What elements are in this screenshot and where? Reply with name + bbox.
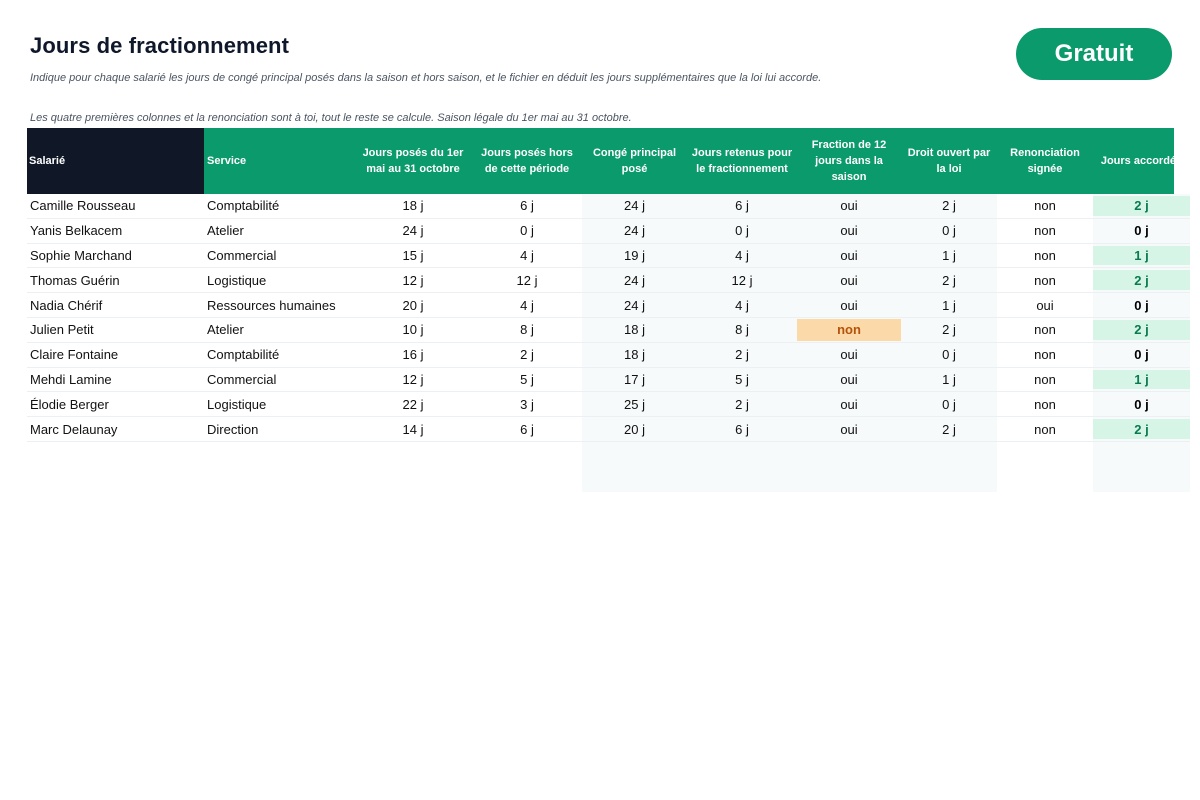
- table-row: [27, 194, 1174, 219]
- cell-jours-accordes: [1093, 268, 1190, 293]
- cell-jours-hors-saison[interactable]: 6 j: [472, 417, 582, 442]
- cell-fraction-12-jours: oui: [797, 343, 901, 368]
- empty-cell: [354, 442, 472, 492]
- cell-service[interactable]: Comptabilité: [204, 343, 354, 368]
- cell-renonciation[interactable]: non: [997, 244, 1093, 269]
- cell-jours-saison[interactable]: 20 j: [354, 293, 472, 318]
- cell-jours-hors-saison[interactable]: 2 j: [472, 343, 582, 368]
- cell-fraction-12-jours: oui: [797, 368, 901, 393]
- cell-jours-hors-saison[interactable]: 0 j: [472, 219, 582, 244]
- cell-conge-principal: 24 j: [582, 219, 687, 244]
- header-jours-hors-saison[interactable]: Jours posés hors de cette période: [481, 147, 573, 175]
- cell-service[interactable]: Comptabilité: [204, 194, 354, 219]
- cell-service[interactable]: Atelier: [204, 219, 354, 244]
- empty-cell: [1093, 442, 1190, 492]
- jours-accordes-value: 2 j: [1093, 270, 1190, 290]
- cell-fraction-12-jours: oui: [797, 392, 901, 417]
- cell-salarie[interactable]: Nadia Chérif: [27, 293, 204, 318]
- cell-droit-ouvert: 0 j: [901, 343, 997, 368]
- table-row: [27, 343, 1174, 368]
- table-row: [27, 417, 1174, 442]
- cell-jours-accordes: [1093, 368, 1190, 393]
- cell-jours-saison[interactable]: 12 j: [354, 268, 472, 293]
- header-conge-principal[interactable]: Congé principal posé: [592, 147, 677, 175]
- cell-renonciation[interactable]: non: [997, 392, 1093, 417]
- cell-renonciation[interactable]: non: [997, 268, 1093, 293]
- cell-jours-saison[interactable]: 15 j: [354, 244, 472, 269]
- jours-accordes-value: 0 j: [1134, 396, 1149, 412]
- cell-salarie[interactable]: Thomas Guérin: [27, 268, 204, 293]
- cell-salarie[interactable]: Marc Delaunay: [27, 417, 204, 442]
- cell-jours-retenus: 4 j: [687, 293, 797, 318]
- cell-jours-accordes: [1093, 392, 1190, 417]
- cell-fraction-12-jours: oui: [797, 293, 901, 318]
- cell-jours-saison[interactable]: 14 j: [354, 417, 472, 442]
- cell-jours-accordes: [1093, 244, 1190, 269]
- cell-droit-ouvert: 2 j: [901, 194, 997, 219]
- table-header-row: [27, 128, 1183, 194]
- cell-jours-retenus: 2 j: [687, 392, 797, 417]
- cell-fraction-12-jours: oui: [797, 219, 901, 244]
- cell-fraction-12-jours: oui: [797, 244, 901, 269]
- table-row: [27, 219, 1174, 244]
- cell-conge-principal: 20 j: [582, 417, 687, 442]
- page-subtitle: Indique pour chaque salarié les jours de congé principal posés dans la saison et hors saison, et le fichier en déduit les jours supplémentaires que la loi lui accorde.: [30, 72, 822, 84]
- header-fraction-12-jours[interactable]: Fraction de 12 jours dans la saison: [811, 139, 887, 183]
- cell-jours-hors-saison[interactable]: 4 j: [472, 293, 582, 318]
- cell-salarie[interactable]: Sophie Marchand: [27, 244, 204, 269]
- cell-renonciation[interactable]: non: [997, 194, 1093, 219]
- cell-salarie[interactable]: Mehdi Lamine: [27, 368, 204, 393]
- table-row: [27, 268, 1174, 293]
- cell-salarie[interactable]: Camille Rousseau: [27, 194, 204, 219]
- cell-fraction-12-jours: oui: [797, 417, 901, 442]
- cell-conge-principal: 17 j: [582, 368, 687, 393]
- cell-service[interactable]: Direction: [204, 417, 354, 442]
- cell-droit-ouvert: 2 j: [901, 268, 997, 293]
- empty-cell: [27, 442, 204, 492]
- cell-jours-retenus: 5 j: [687, 368, 797, 393]
- cell-jours-accordes: [1093, 194, 1190, 219]
- table-row: [27, 392, 1174, 417]
- cell-droit-ouvert: 0 j: [901, 219, 997, 244]
- header-renonciation[interactable]: Renonciation signée: [1010, 147, 1080, 175]
- cell-conge-principal: 18 j: [582, 318, 687, 343]
- cell-renonciation[interactable]: non: [997, 368, 1093, 393]
- cell-salarie[interactable]: Élodie Berger: [27, 392, 204, 417]
- cell-jours-hors-saison[interactable]: 8 j: [472, 318, 582, 343]
- empty-cell: [901, 442, 997, 492]
- cell-jours-saison[interactable]: 18 j: [354, 194, 472, 219]
- cell-conge-principal: 18 j: [582, 343, 687, 368]
- cell-jours-hors-saison[interactable]: 4 j: [472, 244, 582, 269]
- jours-accordes-value: 2 j: [1093, 419, 1190, 439]
- table-row: [27, 293, 1174, 318]
- fractionnement-table: [27, 128, 1183, 492]
- cell-jours-hors-saison[interactable]: 5 j: [472, 368, 582, 393]
- cell-service[interactable]: Logistique: [204, 268, 354, 293]
- cell-conge-principal: 25 j: [582, 392, 687, 417]
- cell-droit-ouvert: 2 j: [901, 417, 997, 442]
- table-body: [27, 194, 1174, 442]
- cell-conge-principal: 24 j: [582, 194, 687, 219]
- cell-jours-accordes: [1093, 343, 1190, 368]
- cell-jours-saison[interactable]: 16 j: [354, 343, 472, 368]
- cell-jours-hors-saison[interactable]: 3 j: [472, 392, 582, 417]
- cell-service[interactable]: Atelier: [204, 318, 354, 343]
- cell-jours-saison[interactable]: 24 j: [354, 219, 472, 244]
- cell-jours-accordes: [1093, 417, 1190, 442]
- header-droit-ouvert[interactable]: Droit ouvert par la loi: [907, 147, 991, 175]
- cell-renonciation[interactable]: non: [997, 417, 1093, 442]
- page-title: Jours de fractionnement: [30, 33, 290, 58]
- jours-accordes-value: 1 j: [1093, 370, 1190, 390]
- cell-service[interactable]: Commercial: [204, 244, 354, 269]
- cell-conge-principal: 24 j: [582, 293, 687, 318]
- fraction-warning-badge: non: [797, 319, 901, 341]
- cell-fraction-12-jours: [797, 318, 901, 343]
- cell-jours-retenus: 6 j: [687, 194, 797, 219]
- cell-jours-retenus: 4 j: [687, 244, 797, 269]
- table-row: [27, 244, 1174, 269]
- cell-droit-ouvert: 0 j: [901, 392, 997, 417]
- empty-cell: [204, 442, 354, 492]
- cell-jours-retenus: 8 j: [687, 318, 797, 343]
- instructions-note: Les quatre premières colonnes et la renonciation sont à toi, tout le reste se calcule. Saison légale du 1er mai au 31 octobre.: [30, 112, 632, 124]
- header-service[interactable]: Service: [207, 155, 247, 167]
- cell-renonciation[interactable]: non: [997, 219, 1093, 244]
- cell-jours-hors-saison[interactable]: 12 j: [472, 268, 582, 293]
- cell-jours-accordes: [1093, 318, 1190, 343]
- cell-salarie[interactable]: Claire Fontaine: [27, 343, 204, 368]
- cell-jours-retenus: 6 j: [687, 417, 797, 442]
- cell-jours-accordes: [1093, 293, 1190, 318]
- table-row: [27, 368, 1174, 393]
- header-jours-retenus[interactable]: Jours retenus pour le fractionnement: [691, 147, 793, 175]
- cell-jours-saison[interactable]: 10 j: [354, 318, 472, 343]
- jours-accordes-value: 2 j: [1093, 320, 1190, 340]
- cell-renonciation[interactable]: non: [997, 343, 1093, 368]
- jours-accordes-value: 1 j: [1093, 246, 1190, 266]
- cell-droit-ouvert: 1 j: [901, 293, 997, 318]
- header-jours-saison[interactable]: Jours posés du 1er mai au 31 octobre: [362, 147, 464, 175]
- cell-fraction-12-jours: oui: [797, 194, 901, 219]
- cell-droit-ouvert: 1 j: [901, 244, 997, 269]
- cell-jours-retenus: 12 j: [687, 268, 797, 293]
- cell-jours-saison[interactable]: 22 j: [354, 392, 472, 417]
- cell-renonciation[interactable]: oui: [997, 293, 1093, 318]
- free-badge[interactable]: Gratuit: [1016, 28, 1172, 80]
- empty-cell: [997, 442, 1093, 492]
- header-jours-accordes[interactable]: Jours accordés: [1100, 155, 1183, 167]
- empty-cell: [472, 442, 582, 492]
- empty-cell: [687, 442, 797, 492]
- jours-accordes-value: 0 j: [1134, 347, 1149, 363]
- cell-jours-accordes: [1093, 219, 1190, 244]
- jours-accordes-value: 2 j: [1093, 196, 1190, 216]
- cell-salarie[interactable]: Julien Petit: [27, 318, 204, 343]
- jours-accordes-value: 0 j: [1134, 297, 1149, 313]
- cell-renonciation[interactable]: non: [997, 318, 1093, 343]
- cell-jours-retenus: 0 j: [687, 219, 797, 244]
- cell-droit-ouvert: 2 j: [901, 318, 997, 343]
- cell-jours-retenus: 2 j: [687, 343, 797, 368]
- header-salarie[interactable]: Salarié: [27, 128, 204, 194]
- cell-fraction-12-jours: oui: [797, 268, 901, 293]
- table-row: [27, 318, 1174, 343]
- cell-service[interactable]: Ressources humaines: [204, 293, 354, 318]
- cell-salarie[interactable]: Yanis Belkacem: [27, 219, 204, 244]
- cell-conge-principal: 24 j: [582, 268, 687, 293]
- cell-droit-ouvert: 1 j: [901, 368, 997, 393]
- cell-jours-saison[interactable]: 12 j: [354, 368, 472, 393]
- cell-service[interactable]: Logistique: [204, 392, 354, 417]
- cell-service[interactable]: Commercial: [204, 368, 354, 393]
- cell-conge-principal: 19 j: [582, 244, 687, 269]
- jours-accordes-value: 0 j: [1134, 223, 1149, 239]
- empty-cell: [582, 442, 687, 492]
- empty-cell: [797, 442, 901, 492]
- cell-jours-hors-saison[interactable]: 6 j: [472, 194, 582, 219]
- table-empty-area: [27, 442, 1174, 492]
